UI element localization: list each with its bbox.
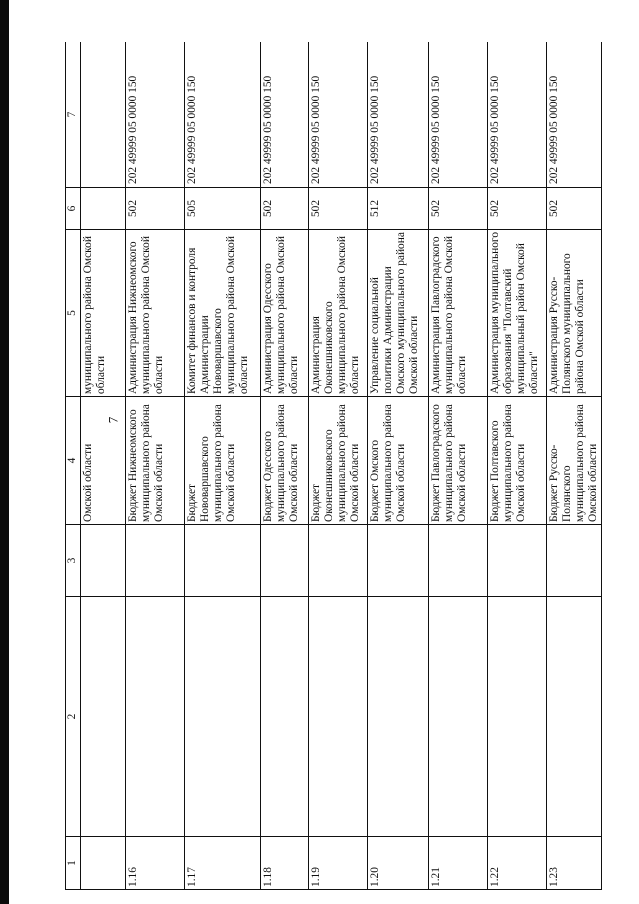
budget-classification-code-cell	[81, 42, 126, 188]
admin-code-cell: 502	[309, 188, 368, 230]
administrator-cell: муниципального района Омской области	[81, 230, 126, 397]
column-header: 3	[66, 525, 81, 597]
administrator-cell: Администрация Одесского муниципального района Омской области	[261, 230, 309, 397]
admin-code-cell: 502	[488, 188, 547, 230]
admin-code-cell: 502	[429, 188, 488, 230]
budget-name-cell: Бюджет Русско-Полянского муниципального района Омской области	[547, 397, 602, 525]
budget-classification-code-cell: 202 49999 05 0000 150	[547, 42, 602, 188]
administrator-cell: Администрация Русско-Полянского муниципального района Омской области	[547, 230, 602, 397]
budget-name-cell: Бюджет Омского муниципального района Омской области	[368, 397, 429, 525]
header-row	[66, 42, 81, 890]
row-number-cell: 1.22	[488, 837, 547, 890]
budget-classification-code-cell: 202 49999 05 0000 150	[429, 42, 488, 188]
table-row	[429, 42, 488, 890]
column-header: 4	[66, 397, 81, 525]
budget-classification-code-cell: 202 49999 05 0000 150	[261, 42, 309, 188]
table-row	[185, 42, 261, 890]
admin-code-cell: 502	[547, 188, 602, 230]
page-number: 7	[105, 416, 121, 424]
column-header: 5	[66, 230, 81, 397]
table-row	[488, 42, 547, 890]
budget-name-cell: Бюджет Полтавского муниципального района Омской области	[488, 397, 547, 525]
column-header: 6	[66, 188, 81, 230]
row-number-cell: 1.18	[261, 837, 309, 890]
budget-classification-code-cell: 202 49999 05 0000 150	[488, 42, 547, 188]
cell-col2	[547, 597, 602, 837]
cell-col2	[81, 597, 126, 837]
column-header: 7	[66, 42, 81, 188]
budget-name-cell: Бюджет Нижнеомского муниципального района Омской области	[126, 397, 185, 525]
cell-col3	[368, 525, 429, 597]
budget-classification-code-cell: 202 49999 05 0000 150	[368, 42, 429, 188]
row-number-cell	[81, 837, 126, 890]
row-number-cell: 1.20	[368, 837, 429, 890]
administrator-cell: Администрация Оконешниковского муниципального района Омской области	[309, 230, 368, 397]
admin-code-cell: 512	[368, 188, 429, 230]
table-body	[81, 42, 602, 890]
budget-allocation-table	[65, 42, 602, 890]
administrator-cell: Администрация муниципального образования "Полтавский муниципальный район Омской области"	[488, 230, 547, 397]
administrator-cell: Комитет финансов и контроля Администрации Нововаршавского муниципального района Омской области	[185, 230, 261, 397]
administrator-cell: Администрация Нижнеомского муниципального района Омской области	[126, 230, 185, 397]
administrator-cell: Администрация Павлоградского муниципального района Омской области	[429, 230, 488, 397]
table-row	[547, 42, 602, 890]
cell-col2	[488, 597, 547, 837]
cell-col3	[429, 525, 488, 597]
cell-col3	[309, 525, 368, 597]
cell-col3	[126, 525, 185, 597]
cell-col2	[368, 597, 429, 837]
row-number-cell: 1.16	[126, 837, 185, 890]
admin-code-cell: 505	[185, 188, 261, 230]
cell-col2	[261, 597, 309, 837]
budget-name-cell: Бюджет Одесского муниципального района Омской области	[261, 397, 309, 525]
budget-classification-code-cell: 202 49999 05 0000 150	[185, 42, 261, 188]
column-header: 1	[66, 837, 81, 890]
budget-name-cell: Бюджет Павлоградского муниципального района Омской области	[429, 397, 488, 525]
table-row	[309, 42, 368, 890]
row-number-cell: 1.19	[309, 837, 368, 890]
cell-col2	[429, 597, 488, 837]
table-row	[81, 42, 126, 890]
table-row	[368, 42, 429, 890]
scan-dark-edge	[0, 0, 9, 904]
cell-col2	[126, 597, 185, 837]
table-container	[65, 42, 638, 890]
rotated-page-content	[65, 42, 638, 890]
admin-code-cell: 502	[261, 188, 309, 230]
budget-name-cell: Бюджет Оконешниковского муниципального района Омской области	[309, 397, 368, 525]
cell-col3	[488, 525, 547, 597]
cell-col3	[81, 525, 126, 597]
budget-name-cell: Бюджет Нововаршавского муниципального района Омской области	[185, 397, 261, 525]
cell-col3	[185, 525, 261, 597]
cell-col2	[309, 597, 368, 837]
cell-col3	[547, 525, 602, 597]
column-header: 2	[66, 597, 81, 837]
table-row	[261, 42, 309, 890]
table-row	[126, 42, 185, 890]
budget-classification-code-cell: 202 49999 05 0000 150	[126, 42, 185, 188]
cell-col3	[261, 525, 309, 597]
cell-col2	[185, 597, 261, 837]
budget-classification-code-cell: 202 49999 05 0000 150	[309, 42, 368, 188]
budget-name-cell: Омской области	[81, 397, 126, 525]
administrator-cell: Управление социальной политики Администрации Омского муниципального района Омской области	[368, 230, 429, 397]
row-number-cell: 1.23	[547, 837, 602, 890]
admin-code-cell: 502	[126, 188, 185, 230]
row-number-cell: 1.17	[185, 837, 261, 890]
row-number-cell: 1.21	[429, 837, 488, 890]
admin-code-cell	[81, 188, 126, 230]
